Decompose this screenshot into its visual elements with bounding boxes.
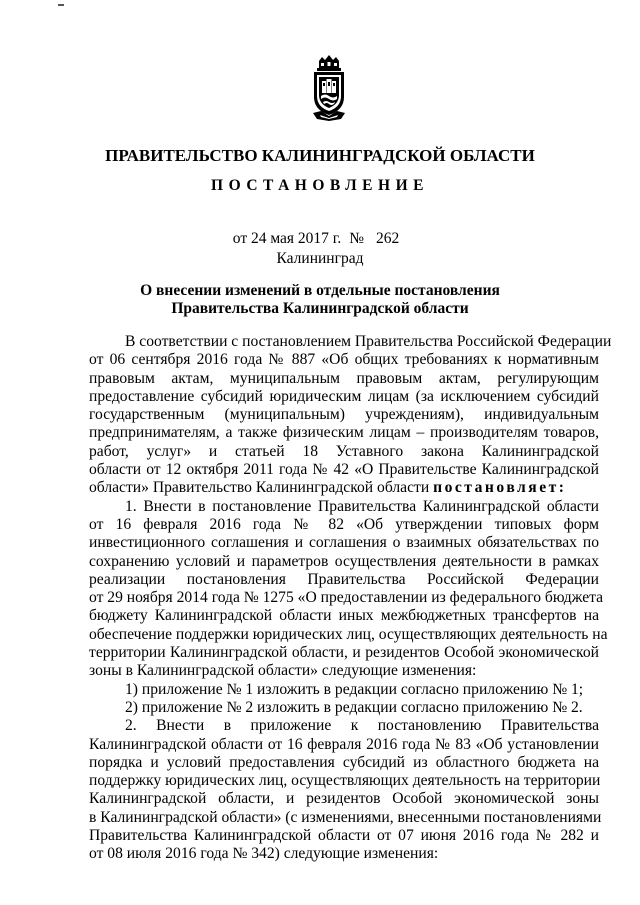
body-line: бюджету Калининградской области иных межбюджетных трансфертов на xyxy=(89,607,599,625)
body-line: государственным (муниципальным) учреждениям), индивидуальным xyxy=(89,406,599,424)
body-line: правовым актам, муниципальным правовым актам, регулирующим xyxy=(89,369,599,387)
body-line: Калининградской области, и резидентов Особой экономической зоны xyxy=(89,790,599,808)
body-line: области от 12 октября 2011 года № 42 «О Правительстве Калининградской xyxy=(89,461,599,479)
resolves-word: постановляет: xyxy=(433,479,567,497)
subject-line: Правительства Калининградской области xyxy=(171,300,469,317)
body-line: 2. Внести в приложение к постановлению Правительства xyxy=(125,717,599,735)
body-line: предоставление субсидий юридическим лицам (за исключением субсидий xyxy=(89,387,599,405)
document-date: от 24 мая 2017 г. xyxy=(232,230,342,247)
government-title: ПРАВИТЕЛЬСТВО КАЛИНИНГРАДСКОЙ ОБЛАСТИ xyxy=(105,146,535,165)
body-line: порядка и условий предоставления субсидий из областного бюджета на xyxy=(89,753,599,771)
coat-of-arms-emblem xyxy=(311,55,347,123)
body-line: В соответствии с постановлением Правительства Российской Федерации xyxy=(125,333,612,350)
body-line: 1) приложение № 1 изложить в редакции согласно приложению № 1; xyxy=(125,680,584,698)
body-line-text: области» Правительство Калининградской области xyxy=(89,479,430,497)
document-city: Калининград xyxy=(276,250,364,267)
body-line: от 08 июля 2016 года № 342) следующие изменения: xyxy=(89,845,439,863)
body-line: инвестиционного соглашения и соглашения о взаимных обязательствах по xyxy=(89,534,599,552)
body-line: реализации постановления Правительства Российской Федерации xyxy=(89,570,599,588)
document-subject xyxy=(0,282,640,318)
body-line: Калининградской области от 16 февраля 2016 года № 83 «Об установлении xyxy=(89,735,599,753)
body-line: от 06 сентября 2016 года № 887 «Об общих требованиях к нормативным xyxy=(89,351,599,369)
body-line: Правительства Калининградской области от 07 июня 2016 года № 282 и xyxy=(89,827,599,845)
body-line: территории Калининградской области, и резидентов Особой экономической xyxy=(89,644,599,662)
document-date-number xyxy=(0,230,640,248)
scan-mark xyxy=(58,4,64,6)
body-line: от 16 февраля 2016 года № 82 «Об утверждении типовых форм xyxy=(89,515,599,533)
body-line: 1. Внести в постановление Правительства Калининградской области xyxy=(125,497,599,515)
body-line: предпринимателям, а также физическим лицам – производителям товаров, xyxy=(89,424,599,442)
body-line: сохранению условий и параметров осуществления деятельности в рамках xyxy=(89,552,599,570)
body-line: в Калининградской области» (с изменениями, внесенными постановлениями xyxy=(89,808,602,826)
body-line: поддержку юридических лиц, осуществляющих деятельность на территории xyxy=(89,772,601,790)
body-line: зоны в Калининградской области» следующие изменения: xyxy=(89,662,477,680)
body-line: от 29 ноября 2014 года № 1275 «О предоставлении из федерального бюджета xyxy=(89,589,604,607)
document-body xyxy=(89,333,612,864)
body-line: обеспечение поддержки юридических лиц, осуществляющих деятельность на xyxy=(89,625,608,643)
body-line xyxy=(89,479,599,497)
document-type: ПОСТАНОВЛЕНИЕ xyxy=(211,177,429,194)
body-line: работ, услуг» и статьей 18 Уставного закона Калининградской xyxy=(89,442,599,460)
body-line: 2) приложение № 2 изложить в редакции согласно приложению № 2. xyxy=(125,698,583,716)
number-sign: № xyxy=(349,230,365,247)
subject-line: О внесении изменений в отдельные постановления xyxy=(140,282,500,299)
document-number: 262 xyxy=(375,230,400,247)
